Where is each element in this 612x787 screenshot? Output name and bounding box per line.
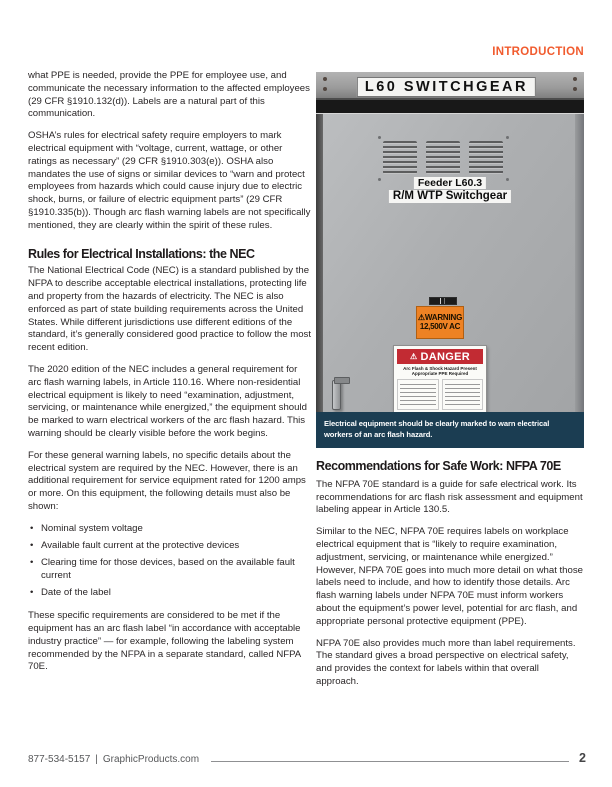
rivet-icon xyxy=(323,87,327,91)
feeder-label-line2: R/M WTP Switchgear xyxy=(389,190,511,203)
paragraph: NFPA 70E also provides much more than label requirements. The standard gives a broad perspective on electrical safety, and provides the context for labels within that overall approach. xyxy=(316,637,576,687)
door-right-edge xyxy=(575,114,584,412)
section-header: INTRODUCTION xyxy=(492,46,584,58)
left-column xyxy=(28,70,311,683)
page-footer xyxy=(28,751,586,765)
paragraph: Similar to the NEC, NFPA 70E requires labels on workplace electrical equipment that is “likely to require examination, adjustment, servicing, or maintenance while energized.” However, NFPA 70E goes into much more detail on what those labels need to include, and how to identify those details. Arc flash warning labels under NFPA 70E must inform workers about the equipment’s power level, potential for arc flash, and appropriate personal protective equipment (PPE). xyxy=(316,526,583,627)
voltage-warning-label xyxy=(416,306,464,339)
screw-icon xyxy=(378,178,381,181)
warning-voltage: 12,500V AC xyxy=(419,322,461,331)
heading-nfpa-70e: Recommendations for Safe Work: NFPA 70E xyxy=(316,459,561,473)
paragraph: These specific requirements are considered to be met if the equipment has an arc flash label “in accordance with acceptable industry practice” — for example, following the labeling system recommended by the NFPA in a separate standard, called NFPA 70E. xyxy=(28,610,301,673)
feeder-label-line1: Feeder L60.3 xyxy=(414,177,486,189)
vent-louvers xyxy=(469,141,503,174)
warning-word: WARNING xyxy=(424,313,463,322)
vent-louvers xyxy=(426,141,460,174)
paragraph: The National Electrical Code (NEC) is a standard published by the NFPA to describe acceptable electrical installations, protecting life and property from the hazards of electricity. The NEC is also enforced as part of state building requirements across the United States. While different jurisdictions use different editions of the standard, it’s generally considered good practice to follow the most recent edition. xyxy=(28,265,311,354)
footer-website: GraphicProducts.com xyxy=(102,754,200,765)
danger-subtitle: Arc Flash & Shock Hazard Present Appropriate PPE Required xyxy=(403,366,477,376)
list-item: • Clearing time for those devices, based on the available fault current xyxy=(30,557,311,583)
rivet-icon xyxy=(573,77,577,81)
screw-icon xyxy=(378,136,381,139)
paragraph: The 2020 edition of the NEC includes a general requirement for arc flash warning labels, in Article 110.16. Where non-residential electrical equipment is likely to need “examination, adjustment, servicing, or maintenance while energized,” the equipment should be marked to warn electrical workers of the arc flash hazard. This warning should be clearly visible before the work begins. xyxy=(28,363,307,439)
footer-separator: | xyxy=(95,754,98,765)
switchgear-photo xyxy=(316,72,584,412)
screw-icon xyxy=(506,178,509,181)
cabinet-door xyxy=(316,113,584,412)
paragraph: For these general warning labels, no specific details about the electrical system are required by the NEC. However, there is an additional requirement for service equipment rated for 1200 amps or more. On this equipment, the following details must also be shown: xyxy=(28,449,306,512)
danger-fine-print-right xyxy=(442,379,484,410)
page-number: 2 xyxy=(579,751,586,765)
danger-word: DANGER xyxy=(420,350,470,363)
danger-triangle-icon: ⚠ xyxy=(410,351,418,361)
footer-phone: 877-534-5157 xyxy=(28,754,91,765)
warning-triangle-icon: ⚠ xyxy=(417,313,425,322)
figure-caption: Electrical equipment should be clearly marked to warn electrical workers of an arc flash hazard. xyxy=(316,412,584,448)
equipment-nameplate xyxy=(429,297,457,305)
paragraph: what PPE is needed, provide the PPE for employee use, and communicate the necessary information to the affected employees (29 CFR §1910.132(d)). Labels are a natural part of this communication. xyxy=(28,70,310,120)
rivet-icon xyxy=(573,87,577,91)
right-column xyxy=(316,460,584,698)
paragraph: OSHA’s rules for electrical safety require employers to mark electrical equipment with “voltage, current, wattage, or other ratings as necessary” (29 CFR §1910.303(e)). OSHA also mandates the use of signs or similar devices to “warn and protect employees from hazards which could cause injury due to electric shock, burns, or failure of electric equipment parts” (29 CFR §1910.335(b)). Though arc flash warning labels are not specifically mentioned, they are clearly within the spirit of these rules. xyxy=(28,130,311,231)
list-item: • Nominal system voltage xyxy=(30,523,311,536)
cabinet-dark-band xyxy=(316,100,584,113)
switchgear-figure xyxy=(316,72,584,448)
list-item: • Date of the label xyxy=(30,587,311,600)
screw-icon xyxy=(506,136,509,139)
footer-rule xyxy=(211,761,569,762)
door-hinge-strip xyxy=(316,114,323,412)
rivet-icon xyxy=(323,77,327,81)
switchgear-name-label: L60 SWITCHGEAR xyxy=(357,77,536,97)
danger-fine-print-left xyxy=(397,379,439,410)
danger-header-band xyxy=(397,349,483,364)
list-item: • Available fault current at the protective devices xyxy=(30,540,311,553)
cabinet-top-beam xyxy=(316,72,584,100)
arc-flash-danger-label xyxy=(393,345,487,412)
heading-nec-rules: Rules for Electrical Installations: the NEC xyxy=(28,246,255,261)
paragraph: The NFPA 70E standard is a guide for safe electrical work. Its recommendations for arc flash risk assessment and equipment labeling appear in Article 130.5. xyxy=(316,478,583,516)
danger-fine-print xyxy=(397,379,483,410)
requirements-list xyxy=(30,523,311,600)
vent-louvers xyxy=(383,141,417,174)
door-handle xyxy=(332,380,341,410)
